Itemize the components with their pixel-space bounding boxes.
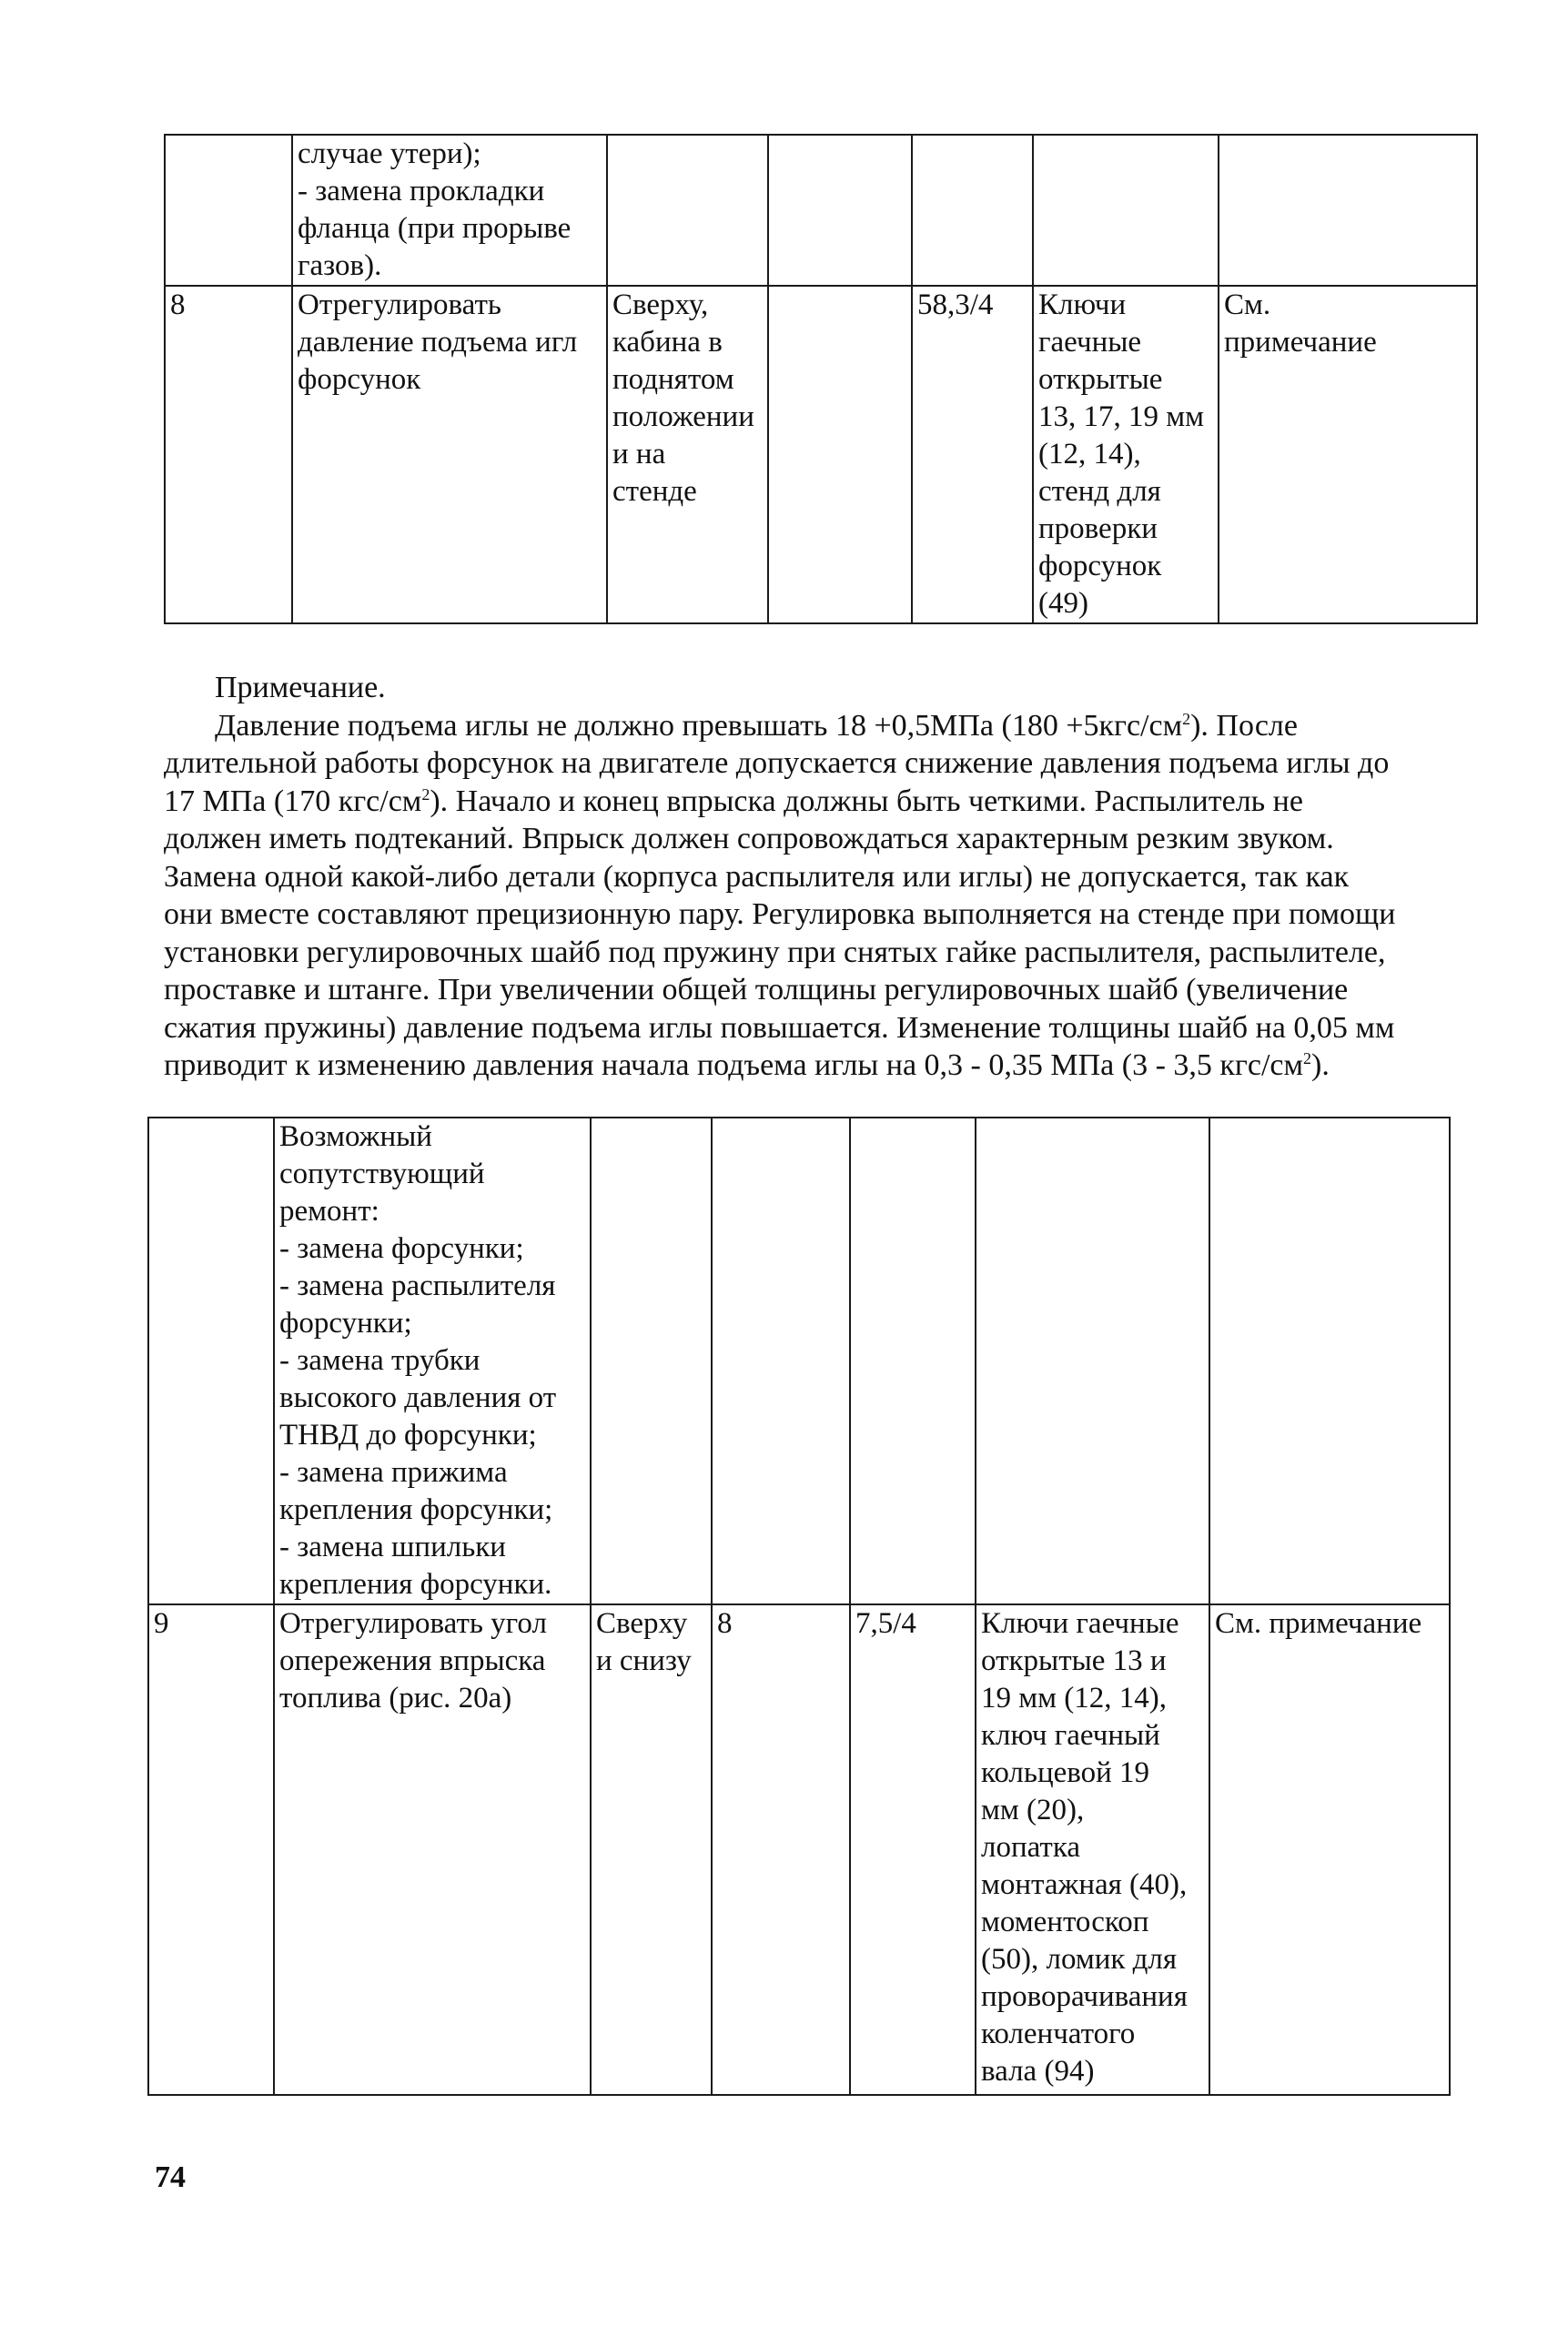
tools-cell: Ключи гаечные открытые 13, 17, 19 мм (12, 14), стенд для проверки форсунок (49) bbox=[1033, 286, 1219, 623]
note-line: Давление подъема иглы не должно превышать 18 +0,5МПа $(180 +5кгс/см^2)$. После bbox=[215, 709, 1298, 743]
tools-cell: Ключи гаечные открытые 13 и 19 мм (12, 14), ключ гаечный кольцевой 19 мм (20), лопатка монтажная (40), моментоскоп (50), ломик для проворачивания коленчатого вала (94) bbox=[976, 1604, 1209, 2095]
note-line: приводит к изменению давления начала подъема иглы на 0,3 - 0,35 МПа (3 - 3,5 кгс/$см^2$). bbox=[164, 1048, 1330, 1082]
col4-cell bbox=[768, 135, 912, 286]
col4-cell bbox=[712, 1118, 850, 1604]
table-row bbox=[165, 135, 1477, 286]
tools-cell bbox=[976, 1118, 1209, 1604]
col5-cell: 7,5/4 bbox=[850, 1604, 976, 2095]
col5-cell bbox=[912, 135, 1033, 286]
table-row bbox=[148, 1118, 1450, 1604]
notes-cell bbox=[1209, 1118, 1450, 1604]
table-1 bbox=[164, 134, 1478, 624]
access-cell bbox=[607, 135, 768, 286]
operation-cell: случае утери); - замена прокладки фланца (при прорыве газов). bbox=[292, 135, 607, 286]
page-number: 74 bbox=[155, 2160, 186, 2194]
col5-cell: 58,3/4 bbox=[912, 286, 1033, 623]
note-line: 17 МПа (170 кгс/$см^2$). Начало и конец впрыска должны быть четкими. Распылитель не bbox=[164, 784, 1303, 818]
col5-cell bbox=[850, 1118, 976, 1604]
notes-cell: См. примечание bbox=[1219, 286, 1477, 623]
row-number-cell bbox=[165, 135, 292, 286]
col4-cell bbox=[768, 286, 912, 623]
note-line: сжатия пружины) давление подъема иглы повышается. Изменение толщины шайб на 0,05 мм bbox=[164, 1011, 1395, 1045]
col4-cell: 8 bbox=[712, 1604, 850, 2095]
note-line: Замена одной какой-либо детали (корпуса распылителя или иглы) не допускается, так как bbox=[164, 860, 1350, 894]
tools-cell bbox=[1033, 135, 1219, 286]
notes-cell bbox=[1219, 135, 1477, 286]
access-cell: Сверху, кабина в поднятом положении и на стенде bbox=[607, 286, 768, 623]
row-number-cell bbox=[148, 1118, 274, 1604]
operation-cell: Отрегулировать угол опережения впрыска топлива (рис. 20а) bbox=[274, 1604, 591, 2095]
note-line: установки регулировочных шайб под пружину при снятых гайке распылителя, распылителе, bbox=[164, 936, 1386, 969]
note-line: проставке и штанге. При увеличении общей толщины регулировочных шайб (увеличение bbox=[164, 973, 1349, 1007]
row-number-cell: 9 bbox=[148, 1604, 274, 2095]
operation-cell: Возможный сопутствующий ремонт: - замена форсунки; - замена распылителя форсунки; - замена трубки высокого давления от ТНВД до форсунки; - замена прижима крепления форсунки; - замена шпильки крепления форсунки. bbox=[274, 1118, 591, 1604]
table-row bbox=[148, 1604, 1450, 2095]
operation-cell: Отрегулировать давление подъема игл форсунок bbox=[292, 286, 607, 623]
note-line: они вместе составляют прецизионную пару. Регулировка выполняется на стенде при помощи bbox=[164, 897, 1396, 931]
access-cell: Сверху и снизу bbox=[591, 1604, 712, 2095]
note-line: должен иметь подтеканий. Впрыск должен сопровождаться характерным резким звуком. bbox=[164, 822, 1334, 855]
table-2 bbox=[147, 1117, 1451, 2096]
row-number-cell: 8 bbox=[165, 286, 292, 623]
table-row bbox=[165, 286, 1477, 623]
note-heading: Примечание. bbox=[215, 671, 386, 704]
access-cell bbox=[591, 1118, 712, 1604]
notes-cell: См. примечание bbox=[1209, 1604, 1450, 2095]
note-line: длительной работы форсунок на двигателе допускается снижение давления подъема иглы до bbox=[164, 746, 1390, 780]
